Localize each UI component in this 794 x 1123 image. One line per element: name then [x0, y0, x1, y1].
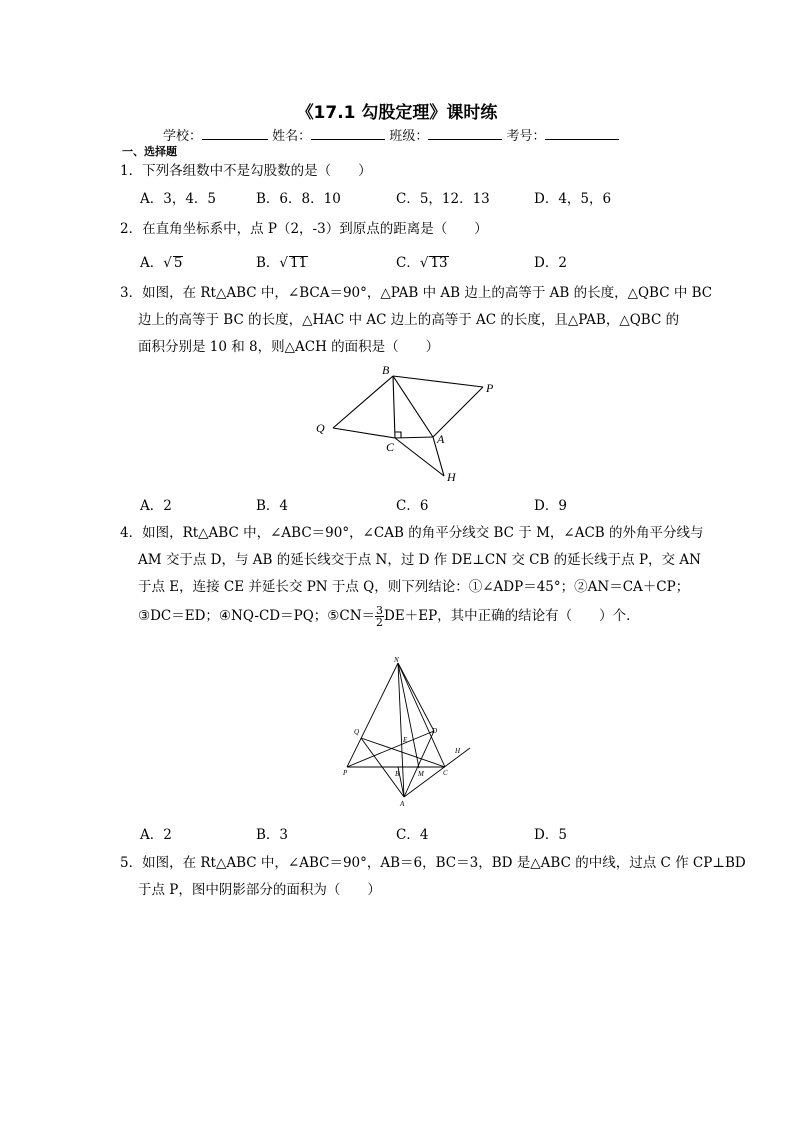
question-4-line-1: 4．如图，Rt△ABC 中，∠ABC＝90°，∠CAB 的角平分线交 BC 于 M，∠ACB 的外角平分线与: [120, 525, 704, 541]
q2-option-c-label: C．: [396, 255, 420, 271]
student-info-line: [163, 125, 619, 144]
q1-option-a[interactable]: A．3，4．5: [140, 191, 217, 207]
q4-label-c: C: [443, 769, 448, 777]
question-3-line-3: 面积分别是 10 和 8，则△ACH 的面积是（ ）: [138, 339, 440, 355]
section-heading: 一、选择题: [122, 145, 177, 158]
exam-no-label: 考号：: [506, 129, 546, 144]
q4-option-d[interactable]: D．5: [534, 827, 567, 843]
q4-option-c[interactable]: C．4: [396, 827, 429, 843]
q3-label-q: Q: [316, 421, 325, 435]
q3-label-c: C: [386, 440, 395, 454]
school-label: 学校：: [163, 129, 203, 144]
q2-option-a-label: A．: [140, 255, 164, 271]
q4-label-d: D: [432, 727, 438, 735]
q1-option-b[interactable]: B．6．8．10: [256, 191, 341, 207]
q2-option-a-radicand: 5: [173, 255, 183, 271]
q2-option-d[interactable]: D．2: [534, 255, 567, 271]
q3-option-b[interactable]: B．4: [256, 498, 289, 514]
q2-option-b-label: B．: [256, 255, 280, 271]
question-4-line-4: [138, 604, 640, 628]
q2-option-a[interactable]: A．√ 5: [140, 255, 183, 271]
q3-option-a[interactable]: A．2: [140, 498, 172, 514]
q4-label-h: H: [455, 747, 461, 755]
class-label: 班级：: [389, 129, 429, 144]
question-3-line-2: 边上的高等于 BC 的长度，△HAC 中 AC 边上的高等于 AC 的长度，且△PAB，△QBC 的: [138, 312, 680, 328]
q2-option-c-radicand: 13: [430, 255, 448, 271]
fraction-numerator: 3: [376, 604, 384, 617]
fraction-three-halves: [375, 605, 384, 628]
school-blank[interactable]: [202, 127, 268, 140]
name-label: 姓名：: [272, 129, 312, 144]
fraction-denominator: 2: [376, 616, 384, 629]
question-4-line-4-pre: ③DC＝ED；④NQ-CD＝PQ；⑤CN＝: [138, 608, 376, 624]
q2-option-b[interactable]: B．√ 11: [256, 255, 308, 271]
q3-label-a: A: [437, 432, 445, 446]
q4-label-p: P: [343, 769, 348, 777]
q3-figure: [300, 360, 520, 490]
q3-option-d[interactable]: D．9: [534, 498, 567, 514]
question-3-line-1: 3．如图，在 Rt△ABC 中，∠BCA＝90°，△PAB 中 AB 边上的高等于 AB 的长度，△QBC 中 BC: [120, 285, 713, 301]
name-blank[interactable]: [311, 127, 385, 140]
q3-label-h: H: [447, 470, 456, 484]
page-title: 《17.1 勾股定理》课时练: [296, 103, 498, 123]
q4-option-a[interactable]: A．2: [140, 827, 172, 843]
question-4-line-4-post: DE＋EP，其中正确的结论有（ ）个．: [384, 608, 640, 624]
q1-option-c[interactable]: C．5，12．13: [396, 191, 490, 207]
q3-label-p: P: [486, 381, 494, 395]
q4-figure: [335, 650, 485, 810]
q4-label-a: A: [400, 800, 405, 808]
q3-label-b: B: [382, 363, 390, 377]
q3-option-c[interactable]: C．6: [396, 498, 429, 514]
question-5-line-1: 5．如图，在 Rt△ABC 中，∠ABC＝90°，AB＝6，BC＝3，BD 是△ABC 的中线，过点 C 作 CP⊥BD: [120, 855, 746, 871]
question-2-text: 2．在直角坐标系中，点 P（2，-3）到原点的距离是（ ）: [120, 221, 488, 237]
q4-label-e: E: [403, 736, 408, 744]
question-1-text: 1．下列各组数中不是勾股数的是（ ）: [120, 163, 372, 179]
class-blank[interactable]: [428, 127, 502, 140]
q4-label-m: M: [418, 770, 424, 778]
q2-option-c[interactable]: C．√ 13: [396, 255, 448, 271]
q4-label-q: Q: [354, 728, 360, 736]
q4-option-b[interactable]: B．3: [256, 827, 289, 843]
exam-no-blank[interactable]: [545, 127, 619, 140]
q4-label-b: B: [395, 770, 400, 778]
question-4-line-2: AM 交于点 D，与 AB 的延长线交于点 N，过 D 作 DE⊥CN 交 CB 的延长线于点 P，交 AN: [138, 552, 701, 568]
question-5-line-2: 于点 P，图中阴影部分的面积为（ ）: [138, 882, 381, 898]
q2-option-b-radicand: 11: [290, 255, 308, 271]
q1-option-d[interactable]: D．4，5，6: [534, 191, 612, 207]
question-4-line-3: 于点 E，连接 CE 并延长交 PN 于点 Q，则下列结论：①∠ADP＝45°；②AN＝CA＋CP；: [138, 579, 690, 595]
q4-label-n: N: [394, 656, 399, 664]
